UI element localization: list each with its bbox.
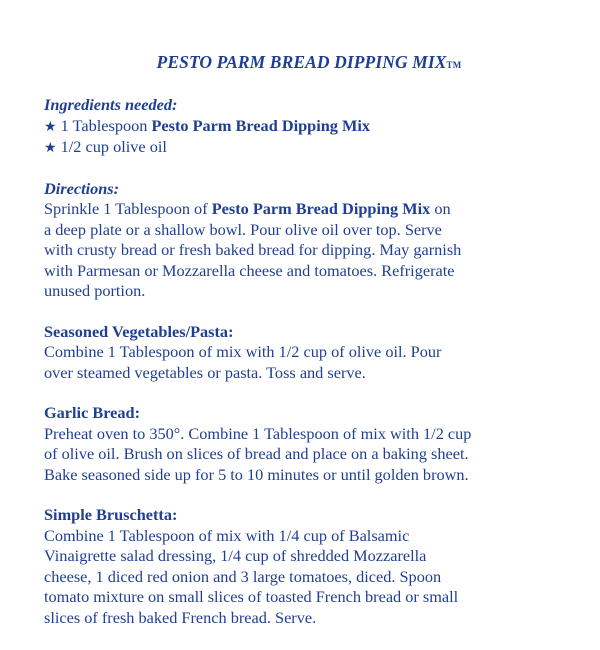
bruschetta-line: slices of fresh baked French bread. Serve. — [44, 607, 317, 627]
recipe-card — [44, 52, 574, 648]
directions-line: a deep plate or a shallow bowl. Pour olive oil over top. Serve — [44, 219, 442, 239]
ingredient-product-name: Pesto Parm Bread Dipping Mix — [151, 115, 371, 135]
ingredients-section — [44, 95, 574, 159]
directions-product-name: Pesto Parm Bread Dipping Mix — [211, 199, 431, 218]
page-title — [44, 52, 574, 73]
star-bullet-icon: ★ — [44, 140, 57, 156]
directions-text: Sprinkle 1 Tablespoon of — [44, 199, 212, 218]
garlic-bread-line: Preheat oven to 350°. Combine 1 Tablespoon of mix with 1/2 cup — [44, 423, 472, 443]
ingredients-heading: Ingredients needed: — [44, 95, 178, 114]
title-text: PESTO PARM BREAD DIPPING MIX — [156, 52, 447, 72]
ingredient-text: 1/2 cup olive oil — [60, 137, 167, 156]
bruschetta-line: Vinaigrette salad dressing, 1/4 cup of shredded Mozzarella — [44, 546, 427, 565]
garlic-bread-heading: Garlic Bread: — [44, 403, 141, 422]
ingredient-item — [44, 116, 574, 138]
directions-line: with crusty bread or fresh baked bread for dipping. May garnish — [44, 240, 462, 259]
directions-section — [44, 179, 574, 302]
garlic-bread-line: Bake seasoned side up for 5 to 10 minutes or until golden brown. — [44, 464, 469, 484]
trademark-mark: TM — [446, 60, 462, 70]
directions-text: on — [430, 199, 451, 218]
bruschetta-line: tomato mixture on small slices of toasted French bread or small — [44, 587, 459, 606]
vegetables-line: over steamed vegetables or pasta. Toss and serve. — [44, 362, 366, 382]
ingredient-text: 1 Tablespoon — [60, 115, 152, 135]
bruschetta-line: Combine 1 Tablespoon of mix with 1/4 cup of Balsamic — [44, 525, 410, 545]
vegetables-heading: Seasoned Vegetables/Pasta: — [44, 321, 234, 341]
ingredient-item — [44, 137, 574, 159]
bruschetta-line: cheese, 1 diced red onion and 3 large tomatoes, diced. Spoon — [44, 566, 442, 586]
directions-line — [44, 199, 574, 220]
directions-line: with Parmesan or Mozzarella cheese and tomatoes. Refrigerate — [44, 260, 455, 280]
directions-line: unused portion. — [44, 281, 146, 300]
garlic-bread-line: of olive oil. Brush on slices of bread and place on a baking sheet. — [44, 444, 469, 463]
vegetables-section — [44, 322, 574, 384]
vegetables-line: Combine 1 Tablespoon of mix with 1/2 cup of olive oil. Pour — [44, 342, 442, 361]
garlic-bread-section — [44, 403, 574, 485]
bruschetta-section — [44, 505, 574, 628]
star-bullet-icon: ★ — [44, 118, 57, 135]
bruschetta-heading: Simple Bruschetta: — [44, 505, 178, 524]
directions-heading: Directions: — [44, 178, 120, 198]
